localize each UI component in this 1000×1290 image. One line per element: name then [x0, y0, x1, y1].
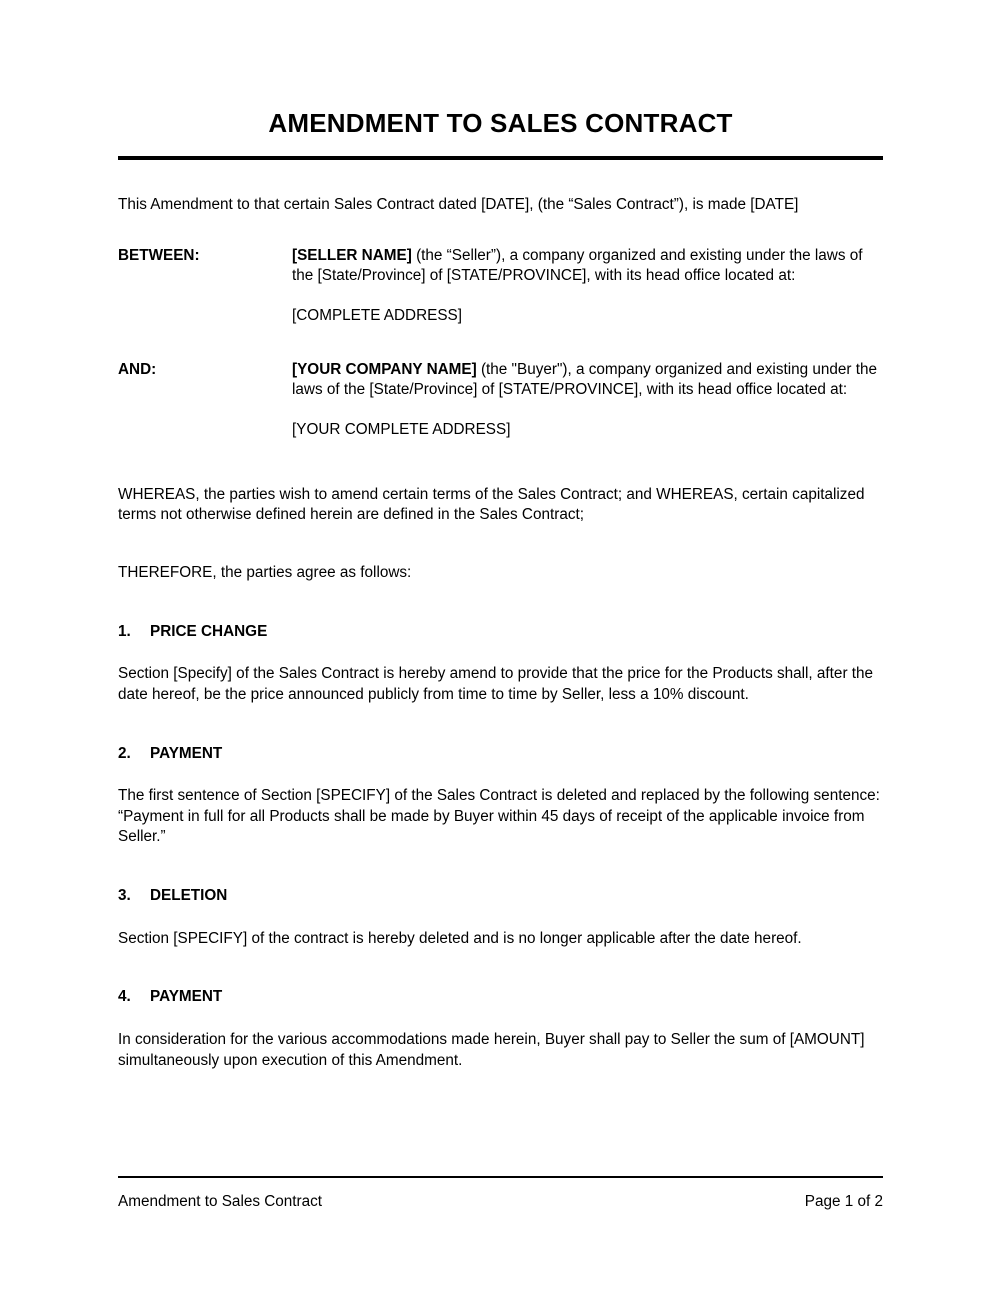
footer-page-number: Page 1 of 2 [804, 1193, 883, 1210]
section-2-title: PAYMENT [150, 744, 223, 762]
section-4-body: In consideration for the various accommodations made herein, Buyer shall pay to Seller the sum of [AMOUNT] simultaneously upon execution of this Amendment. [118, 1031, 865, 1069]
party-block-buyer [118, 360, 883, 441]
party-label-and: AND: [118, 360, 157, 378]
section-3 [118, 886, 883, 949]
section-1-number: 1. [118, 622, 131, 640]
section-2-heading [118, 744, 883, 765]
whereas-paragraph: WHEREAS, the parties wish to amend certain terms of the Sales Contract; and WHEREAS, certain capitalized terms not otherwise defined herein are defined in the Sales Contract; [118, 485, 865, 524]
section-1-title: PRICE CHANGE [150, 622, 268, 640]
section-4-title: PAYMENT [150, 988, 223, 1006]
section-3-heading [118, 886, 883, 907]
section-3-number: 3. [118, 887, 131, 905]
seller-name: [SELLER NAME] [292, 246, 412, 264]
buyer-description-paragraph [292, 360, 883, 401]
section-4-heading [118, 987, 883, 1008]
section-1-body: Section [Specify] of the Sales Contract is hereby amend to provide that the price for the Products shall, after the date hereof, be the price announced publicly from time to time by Seller, less a 10% discount. [118, 665, 874, 703]
document-content [118, 0, 883, 1071]
seller-description-paragraph [292, 246, 883, 287]
section-2-body: The first sentence of Section [SPECIFY] of the Sales Contract is deleted and replaced by the following sentence: “Payment in full for all Products shall be made by Buyer within 45 days of receipt of the applicable invoice from Seller.” [118, 787, 880, 846]
therefore-paragraph: THEREFORE, the parties agree as follows: [118, 563, 412, 581]
section-4 [118, 987, 883, 1071]
buyer-description: (the "Buyer"), a company organized and existing under the laws of the [State/Province] of [STATE/PROVINCE], with its head office located at: [292, 360, 878, 399]
party-details-buyer [292, 360, 883, 441]
title-divider [118, 156, 883, 160]
section-4-number: 4. [118, 988, 131, 1006]
section-3-body: Section [SPECIFY] of the contract is hereby deleted and is no longer applicable after the date hereof. [118, 929, 802, 947]
party-label-between: BETWEEN: [118, 246, 200, 264]
party-details-seller [292, 246, 883, 327]
buyer-name: [YOUR COMPANY NAME] [292, 360, 477, 378]
seller-description: (the “Seller”), a company organized and existing under the laws of the [State/Province] of [STATE/PROVINCE], with its head office located at: [292, 246, 863, 285]
section-1 [118, 622, 883, 706]
buyer-address: [YOUR COMPLETE ADDRESS] [292, 421, 511, 439]
footer-row [118, 1192, 883, 1212]
footer-divider [118, 1176, 883, 1178]
party-block-seller [118, 246, 883, 327]
intro-paragraph: This Amendment to that certain Sales Contract dated [DATE], (the “Sales Contract”), is made [DATE] [118, 196, 799, 214]
seller-address: [COMPLETE ADDRESS] [292, 307, 463, 325]
section-1-heading [118, 622, 883, 643]
section-2 [118, 744, 883, 849]
page-footer [118, 1176, 883, 1212]
section-3-title: DELETION [150, 887, 228, 905]
footer-document-name: Amendment to Sales Contract [118, 1193, 323, 1210]
page-title: AMENDMENT TO SALES CONTRACT [268, 108, 733, 138]
section-2-number: 2. [118, 744, 131, 762]
